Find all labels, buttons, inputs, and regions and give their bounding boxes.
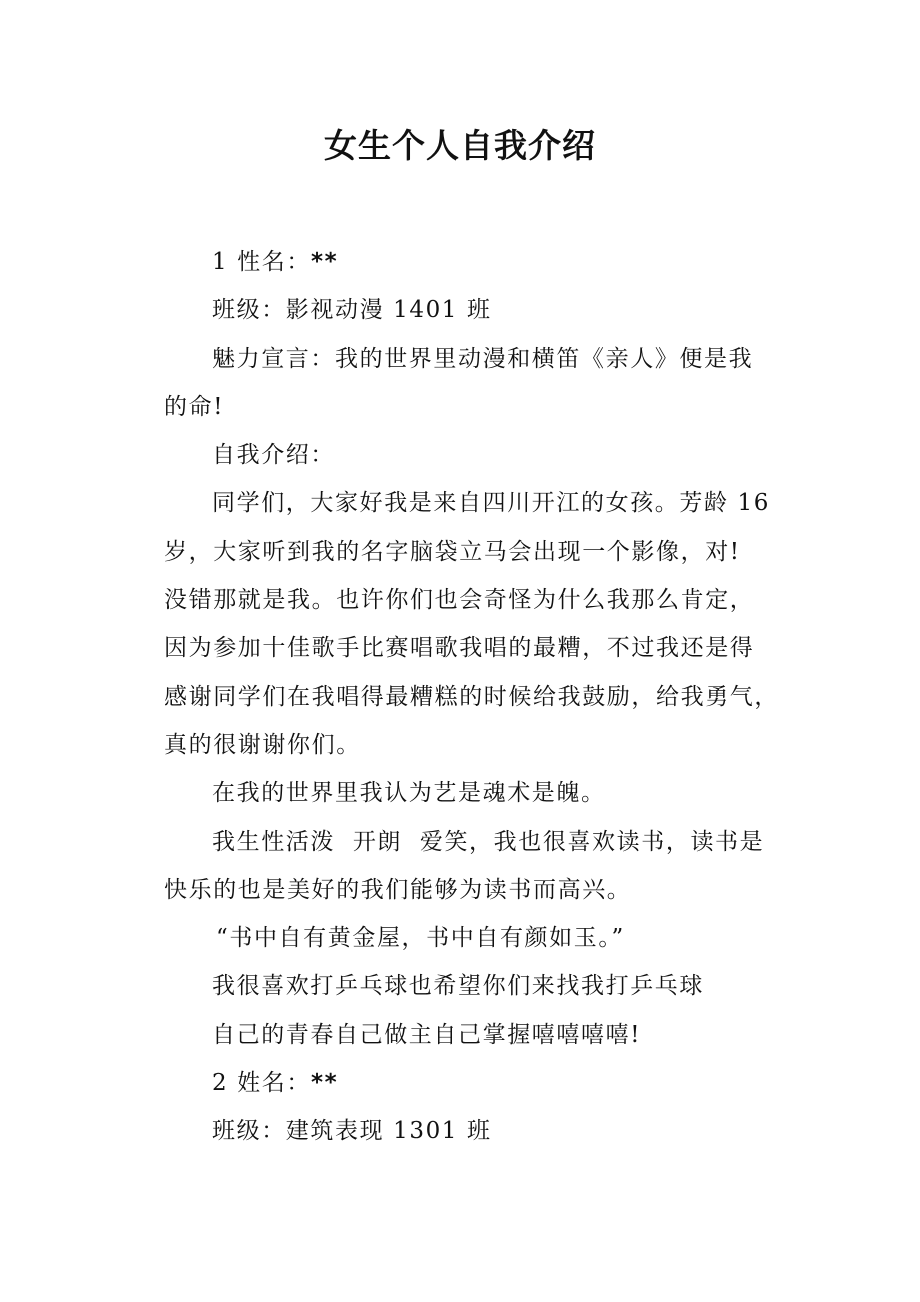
entry1-class-line: 班级：影视动漫 1401 班 (212, 297, 492, 324)
entry2-name-label: 2 姓名： (212, 1070, 311, 1097)
entry1-personality-line-2: 快乐的也是美好的我们能够为读书而高兴。 (164, 876, 632, 903)
entry1-quote-line: “书中自有黄金屋，书中自有颜如玉。” (216, 925, 625, 952)
entry1-intro-line-2: 岁，大家听到我的名字脑袋立马会出现一个影像，对! (164, 538, 741, 565)
entry1-name-line (164, 238, 768, 286)
entry1-name-label: 1 性名： (212, 249, 311, 275)
entry1-intro-line-6: 真的很谢谢你们。 (164, 731, 361, 758)
entry2-name-line (164, 1059, 768, 1107)
entry1-motto-line-1: 魅力宣言：我的世界里动漫和横笛《亲人》便是我 (212, 345, 754, 372)
entry1-motto-line-2: 的命! (164, 393, 225, 420)
entry1-personality-line-1: 我生性活泼 开朗 爱笑，我也很喜欢读书，读书是 (212, 828, 765, 855)
entry1-youth-line: 自己的青春自己做主自己掌握嘻嘻嘻嘻! (212, 1021, 642, 1048)
entry1-intro-line-4: 因为参加十佳歌手比赛唱歌我唱的最糟，不过我还是得 (164, 635, 755, 662)
page-title: 女生个人自我介绍 (324, 126, 596, 165)
entry1-intro-line-1: 同学们，大家好我是来自四川开江的女孩。芳龄 16 (212, 490, 770, 517)
entry1-intro-line-3: 没错那就是我。也许你们也会奇怪为什么我那么肯定， (164, 587, 755, 614)
entry2-name-value: ** (310, 1070, 339, 1097)
entry1-name-value: ** (310, 249, 339, 275)
entry1-world-line: 在我的世界里我认为艺是魂术是魄。 (212, 780, 606, 807)
entry1-intro-line-5: 感谢同学们在我唱得最糟糕的时候给我鼓励，给我勇气， (164, 683, 779, 710)
entry1-pingpong-line: 我很喜欢打乒乓球也希望你们来找我打乒乓球 (212, 973, 704, 1000)
entry2-class-line: 班级：建筑表现 1301 班 (212, 1118, 492, 1145)
entry1-intro-label: 自我介绍： (212, 442, 335, 469)
document-body (164, 238, 779, 1156)
